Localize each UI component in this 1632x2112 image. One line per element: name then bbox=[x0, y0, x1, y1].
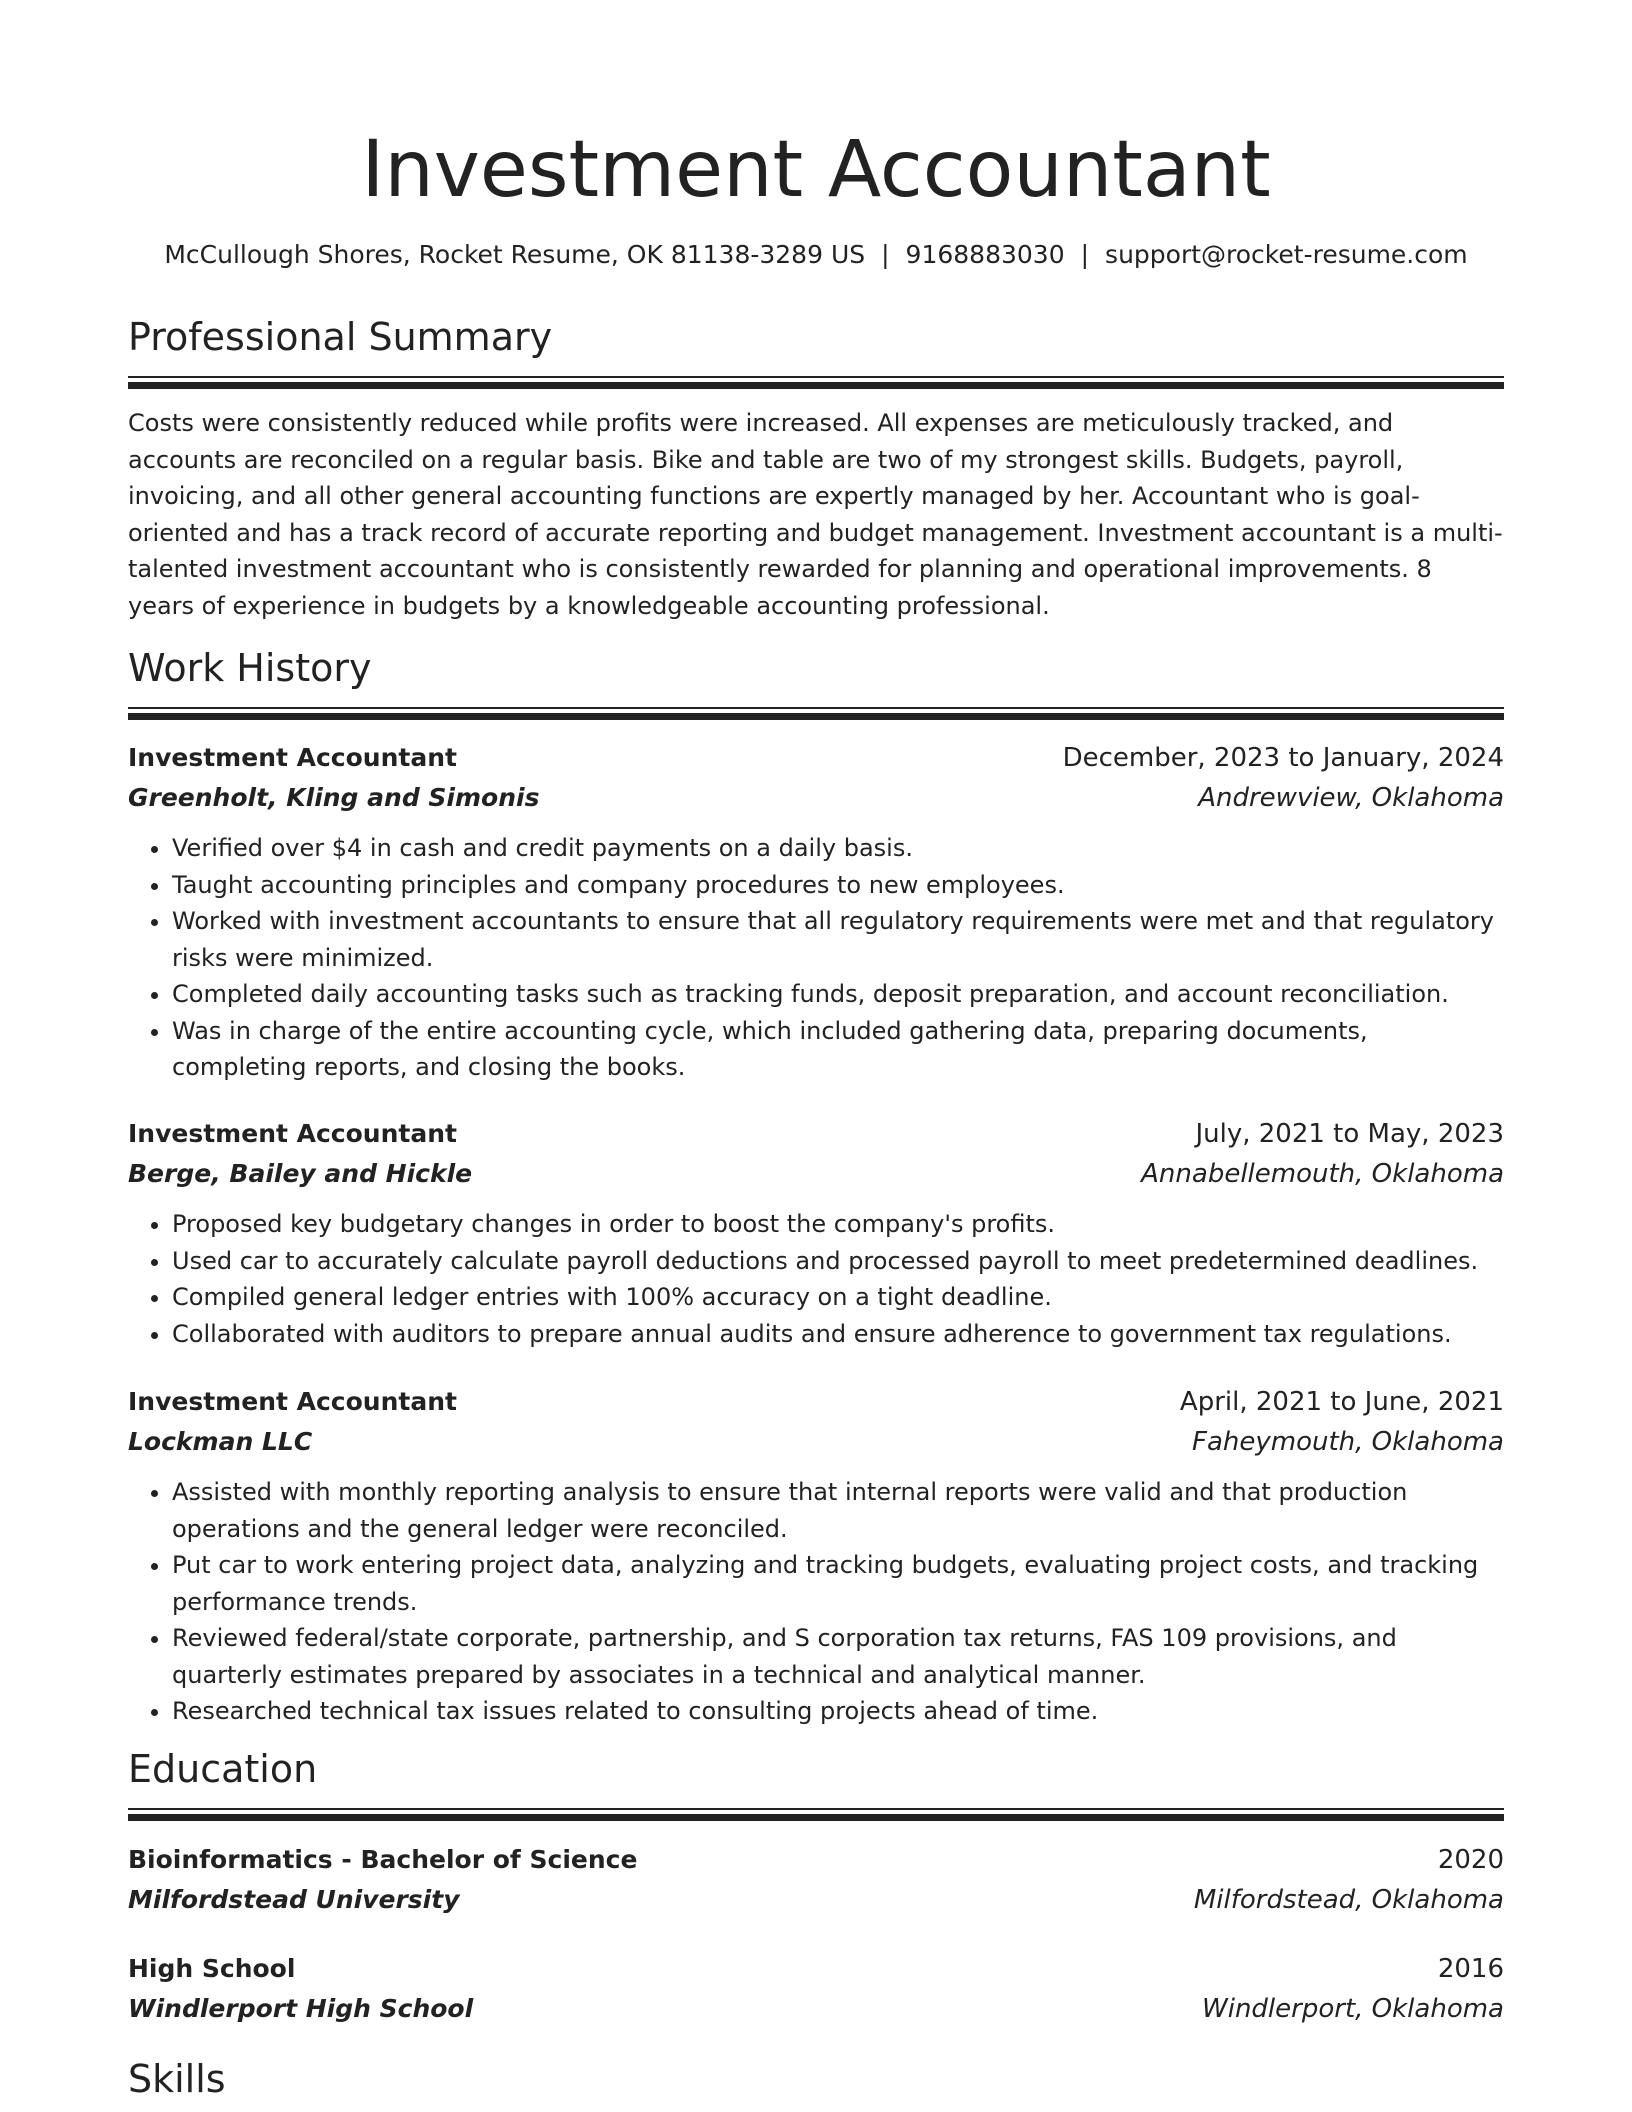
job-bullet: • Researched technical tax issues related to consulting projects ahead of time. bbox=[172, 1693, 1504, 1730]
section-heading: Work History bbox=[128, 646, 372, 690]
education-year: 2020 bbox=[1437, 1845, 1504, 1875]
education-entry bbox=[128, 1840, 1504, 1920]
job-bullet: • Worked with investment accountants to ensure that all regulatory requirements were met and that regulatory risks were minimized. bbox=[172, 903, 1504, 976]
job-company: Berge, Bailey and Hickle bbox=[128, 1159, 473, 1188]
job-bullet-list bbox=[128, 1206, 1504, 1352]
contact-separator: | bbox=[1080, 240, 1090, 269]
job-bullet: • Compiled general ledger entries with 100% accuracy on a tight deadline. bbox=[172, 1279, 1504, 1316]
job-bullet: • Put car to work entering project data, analyzing and tracking budgets, evaluating project costs, and tracking performance trends. bbox=[172, 1547, 1504, 1620]
job-header-row bbox=[128, 738, 1504, 778]
job-company: Greenholt, Kling and Simonis bbox=[128, 783, 540, 812]
education-degree: High School bbox=[128, 1954, 296, 1983]
job-company-row bbox=[128, 1154, 1504, 1194]
job-company-row bbox=[128, 778, 1504, 818]
job-header-row bbox=[128, 1382, 1504, 1422]
job-dates: December, 2023 to January, 2024 bbox=[1062, 743, 1504, 773]
job-bullet: • Taught accounting principles and company procedures to new employees. bbox=[172, 867, 1504, 904]
job-bullet: • Completed daily accounting tasks such as tracking funds, deposit preparation, and account reconciliation. bbox=[172, 976, 1504, 1013]
job-location: Andrewview, Oklahoma bbox=[1198, 783, 1504, 813]
job-entry bbox=[128, 1382, 1504, 1730]
education-location: Windlerport, Oklahoma bbox=[1202, 1994, 1504, 2024]
job-entry bbox=[128, 738, 1504, 1086]
section-divider-thin bbox=[128, 707, 1504, 709]
job-title: Investment Accountant bbox=[128, 743, 457, 772]
education-school-row bbox=[128, 1880, 1504, 1920]
job-bullet: • Was in charge of the entire accounting cycle, which included gathering data, preparing documents, completing reports, and closing the books. bbox=[172, 1013, 1504, 1086]
resume-name: Investment Accountant bbox=[361, 125, 1271, 215]
job-location: Annabellemouth, Oklahoma bbox=[1141, 1159, 1504, 1189]
section-divider-thick bbox=[128, 713, 1504, 720]
job-bullet-list bbox=[128, 830, 1504, 1086]
contact-line bbox=[128, 238, 1504, 272]
education-location: Milfordstead, Oklahoma bbox=[1193, 1885, 1504, 1915]
summary-text: Costs were consistently reduced while profits were increased. All expenses are meticulously tracked, and accounts are reconciled on a regular basis. Bike and table are two of my strongest skills. Budgets, payroll, invoicing, and all other general accounting functions are expertly managed by her. Accountant who is goal-oriented and has a track record of accurate reporting and budget management. Investment accountant is a multi-talented investment accountant who is consistently rewarded for planning and operational improvements. 8 years of experience in budgets by a knowledgeable accounting professional. bbox=[128, 409, 1503, 620]
section-divider-thick bbox=[128, 382, 1504, 389]
section-divider-thick bbox=[128, 1814, 1504, 1821]
education-year: 2016 bbox=[1437, 1954, 1504, 1984]
work-history-section bbox=[128, 643, 1504, 720]
summary-section bbox=[128, 312, 1504, 624]
education-school-row bbox=[128, 1989, 1504, 2029]
education-school: Windlerport High School bbox=[128, 1994, 474, 2023]
job-company: Lockman LLC bbox=[128, 1427, 313, 1456]
section-heading: Professional Summary bbox=[128, 315, 553, 359]
education-school: Milfordstead University bbox=[128, 1885, 460, 1914]
resume-header bbox=[128, 122, 1504, 272]
education-header-row bbox=[128, 1949, 1504, 1989]
job-dates: July, 2021 to May, 2023 bbox=[1195, 1119, 1504, 1149]
job-title: Investment Accountant bbox=[128, 1387, 457, 1416]
job-header-row bbox=[128, 1114, 1504, 1154]
education-entry bbox=[128, 1949, 1504, 2029]
section-heading: Skills bbox=[128, 2057, 226, 2101]
job-bullet-list bbox=[128, 1474, 1504, 1730]
resume-page bbox=[128, 0, 1504, 2101]
education-section bbox=[128, 1744, 1504, 1821]
job-title: Investment Accountant bbox=[128, 1119, 457, 1148]
job-bullet: • Used car to accurately calculate payroll deductions and processed payroll to meet predetermined deadlines. bbox=[172, 1243, 1504, 1280]
job-bullet: • Reviewed federal/state corporate, partnership, and S corporation tax returns, FAS 109 provisions, and quarterly estimates prepared by associates in a technical and analytical manner. bbox=[172, 1620, 1504, 1693]
contact-separator: | bbox=[881, 240, 890, 269]
job-bullet: • Verified over $4 in cash and credit payments on a daily basis. bbox=[172, 830, 1504, 867]
contact-phone: 9168883030 bbox=[905, 240, 1065, 269]
education-degree: Bioinformatics - Bachelor of Science bbox=[128, 1845, 638, 1874]
education-header-row bbox=[128, 1840, 1504, 1880]
job-company-row bbox=[128, 1422, 1504, 1462]
job-dates: April, 2021 to June, 2021 bbox=[1179, 1387, 1504, 1417]
contact-email: support@rocket-resume.com bbox=[1105, 240, 1468, 269]
job-entry bbox=[128, 1114, 1504, 1352]
contact-address: McCullough Shores, Rocket Resume, OK 81138-3289 US bbox=[164, 240, 866, 269]
section-heading: Education bbox=[128, 1747, 318, 1791]
section-divider-thin bbox=[128, 1808, 1504, 1810]
job-location: Faheymouth, Oklahoma bbox=[1192, 1427, 1504, 1457]
job-bullet: • Proposed key budgetary changes in order to boost the company's profits. bbox=[172, 1206, 1504, 1243]
section-divider-thin bbox=[128, 376, 1504, 378]
job-bullet: • Assisted with monthly reporting analysis to ensure that internal reports were valid and that production operations and the general ledger were reconciled. bbox=[172, 1474, 1504, 1547]
job-bullet: • Collaborated with auditors to prepare annual audits and ensure adherence to government tax regulations. bbox=[172, 1316, 1504, 1353]
skills-section bbox=[128, 2054, 1504, 2104]
